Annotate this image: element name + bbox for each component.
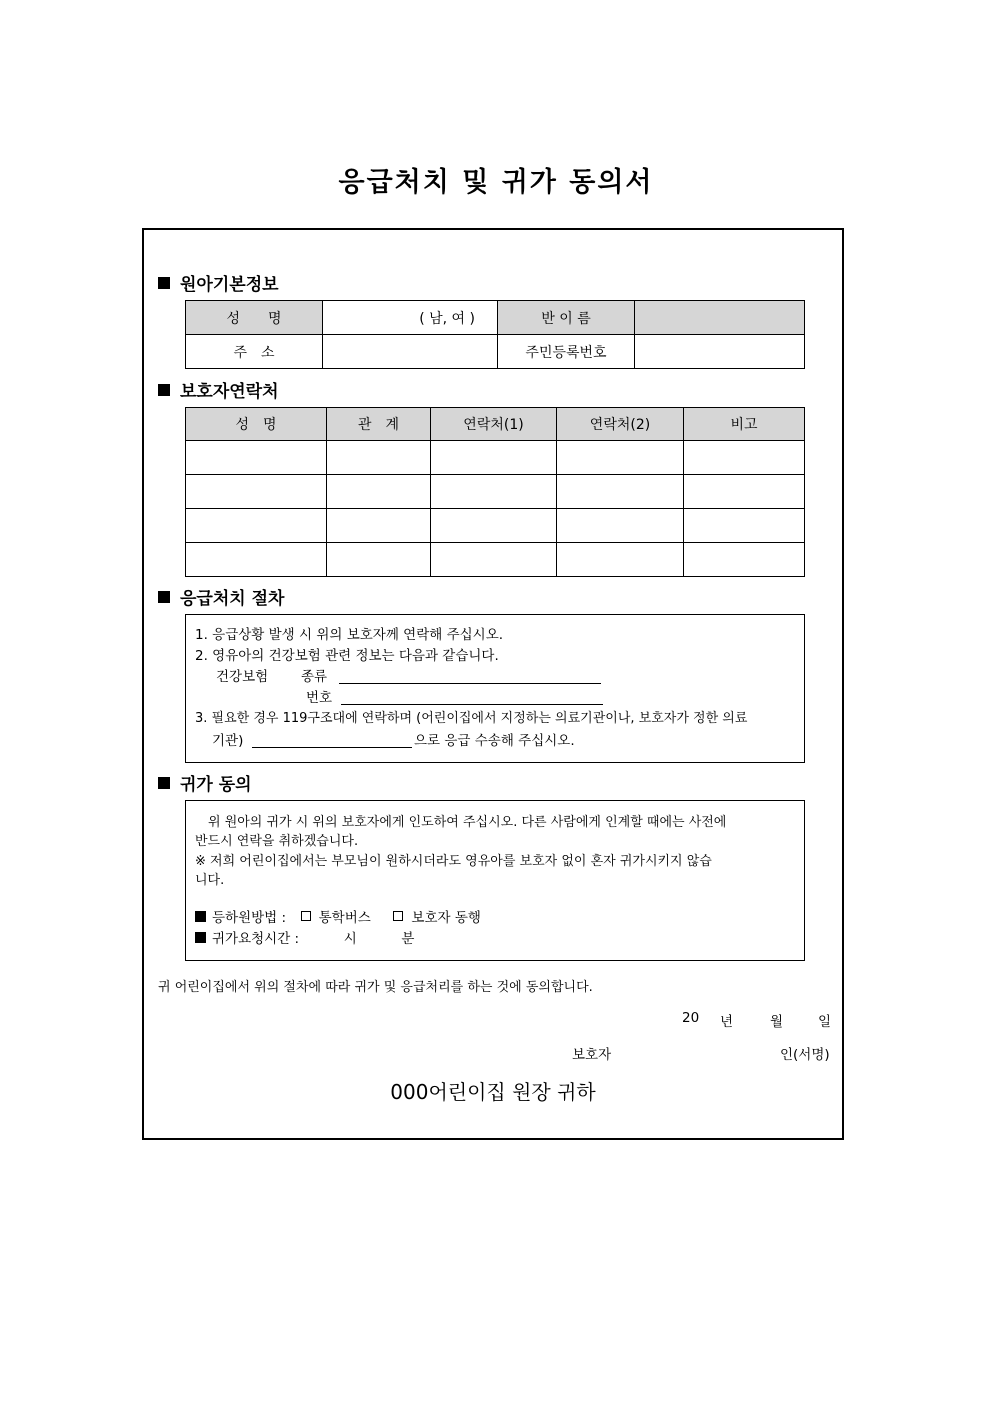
year-prefix: 20 xyxy=(682,1010,700,1026)
table-cell[interactable] xyxy=(431,441,557,475)
square-bullet-icon xyxy=(158,591,170,603)
table-cell[interactable] xyxy=(684,441,805,475)
table-row xyxy=(186,543,805,577)
month-label: 월 xyxy=(770,1014,784,1030)
table-cell[interactable] xyxy=(186,441,327,475)
bus-option-label: 통학버스 xyxy=(318,910,371,926)
table-cell[interactable] xyxy=(186,543,327,577)
square-bullet-icon xyxy=(195,911,206,922)
col-contact-2: 연락처(2) xyxy=(557,408,684,441)
hospital-field[interactable] xyxy=(252,733,412,748)
col-relation: 관 계 xyxy=(327,408,431,441)
table-row xyxy=(186,441,805,475)
section-return-consent-heading: 귀가 동의 xyxy=(158,770,252,795)
form-frame xyxy=(142,228,844,1140)
table-cell[interactable] xyxy=(327,509,431,543)
recipient-line: 000어린이집 원장 귀하 xyxy=(390,1080,596,1104)
return-time-row xyxy=(195,929,414,950)
address-field[interactable] xyxy=(323,335,498,369)
square-bullet-icon xyxy=(158,384,170,396)
name-field[interactable] xyxy=(323,301,498,335)
table-cell[interactable] xyxy=(327,475,431,509)
insurance-number-field[interactable] xyxy=(341,690,603,705)
return-consent-box xyxy=(185,800,805,961)
address-label: 주 소 xyxy=(186,335,323,369)
table-cell[interactable] xyxy=(327,543,431,577)
child-info-table xyxy=(185,300,805,369)
col-contact-1: 연락처(1) xyxy=(431,408,557,441)
class-label: 반 이 름 xyxy=(498,301,635,335)
consent-para2-b: 니다. xyxy=(195,873,225,888)
commute-method-label: 등하원방법 : xyxy=(212,910,287,926)
name-label: 성 명 xyxy=(186,301,323,335)
table-cell[interactable] xyxy=(557,543,684,577)
procedure-line-2: 2. 영유아의 건강보험 관련 정보는 다음과 같습니다. xyxy=(195,648,499,664)
document-title: 응급처치 및 귀가 동의서 xyxy=(338,167,654,198)
table-cell[interactable] xyxy=(431,509,557,543)
hour-label: 시 xyxy=(343,931,357,947)
guardian-checkbox[interactable] xyxy=(393,911,403,921)
minute-label: 분 xyxy=(401,931,415,947)
square-bullet-icon xyxy=(195,932,206,943)
table-cell[interactable] xyxy=(684,543,805,577)
col-name: 성 명 xyxy=(186,408,327,441)
insurance-label: 건강보험 xyxy=(216,669,269,685)
table-row xyxy=(186,509,805,543)
guardian-option-label: 보호자 동행 xyxy=(411,910,481,926)
guardian-label: 보호자 xyxy=(572,1047,612,1063)
class-field[interactable] xyxy=(635,301,805,335)
table-cell[interactable] xyxy=(431,475,557,509)
emergency-procedure-box xyxy=(185,614,805,763)
signature-label: 인(서명) xyxy=(780,1047,830,1063)
return-time-label: 귀가요청시간 : xyxy=(212,931,300,947)
rrn-field[interactable] xyxy=(635,335,805,369)
table-cell[interactable] xyxy=(431,543,557,577)
gender-text: ( 남, 여 ) xyxy=(419,310,475,327)
section-guardian-heading: 보호자연락처 xyxy=(158,377,279,402)
bus-checkbox[interactable] xyxy=(301,911,311,921)
table-cell[interactable] xyxy=(557,509,684,543)
procedure-line-4-suffix: 으로 응급 수송해 주십시오. xyxy=(414,733,575,749)
year-label: 년 xyxy=(720,1014,734,1030)
section-child-info-heading: 원아기본정보 xyxy=(158,270,279,295)
agreement-statement: 귀 어린이집에서 위의 절차에 따라 귀가 및 응급처리를 하는 것에 동의합니다. xyxy=(158,980,593,995)
consent-para1-b: 반드시 연락을 취하겠습니다. xyxy=(195,834,359,849)
procedure-line-4-prefix: 기관) xyxy=(212,733,244,749)
table-cell[interactable] xyxy=(327,441,431,475)
table-cell[interactable] xyxy=(684,475,805,509)
procedure-line-3: 3. 필요한 경우 119구조대에 연락하며 (어린이집에서 지정하는 의료기관이나, 보호자가 정한 의료 xyxy=(195,711,748,726)
col-note: 비고 xyxy=(684,408,805,441)
insurance-type-label: 종류 xyxy=(301,669,328,685)
square-bullet-icon xyxy=(158,277,170,289)
square-bullet-icon xyxy=(158,777,170,789)
table-cell[interactable] xyxy=(557,441,684,475)
commute-method-row xyxy=(195,908,481,929)
insurance-type-field[interactable] xyxy=(339,669,601,684)
guardian-contact-table xyxy=(185,407,805,577)
consent-para2-a: ※ 저희 어린이집에서는 부모님이 원하시더라도 영유아를 보호자 없이 혼자 귀가시키지 않습 xyxy=(195,854,712,869)
table-row xyxy=(186,475,805,509)
consent-para1-a: 위 원아의 귀가 시 위의 보호자에게 인도하여 주십시오. 다른 사람에게 인계할 때에는 사전에 xyxy=(208,815,727,830)
table-cell[interactable] xyxy=(557,475,684,509)
table-cell[interactable] xyxy=(186,509,327,543)
procedure-line-1: 1. 응급상황 발생 시 위의 보호자께 연락해 주십시오. xyxy=(195,627,504,643)
section-emergency-heading: 응급처치 절차 xyxy=(158,584,284,609)
insurance-number-label: 번호 xyxy=(306,690,333,706)
table-cell[interactable] xyxy=(684,509,805,543)
table-cell[interactable] xyxy=(186,475,327,509)
rrn-label: 주민등록번호 xyxy=(498,335,635,369)
day-label: 일 xyxy=(818,1014,832,1030)
